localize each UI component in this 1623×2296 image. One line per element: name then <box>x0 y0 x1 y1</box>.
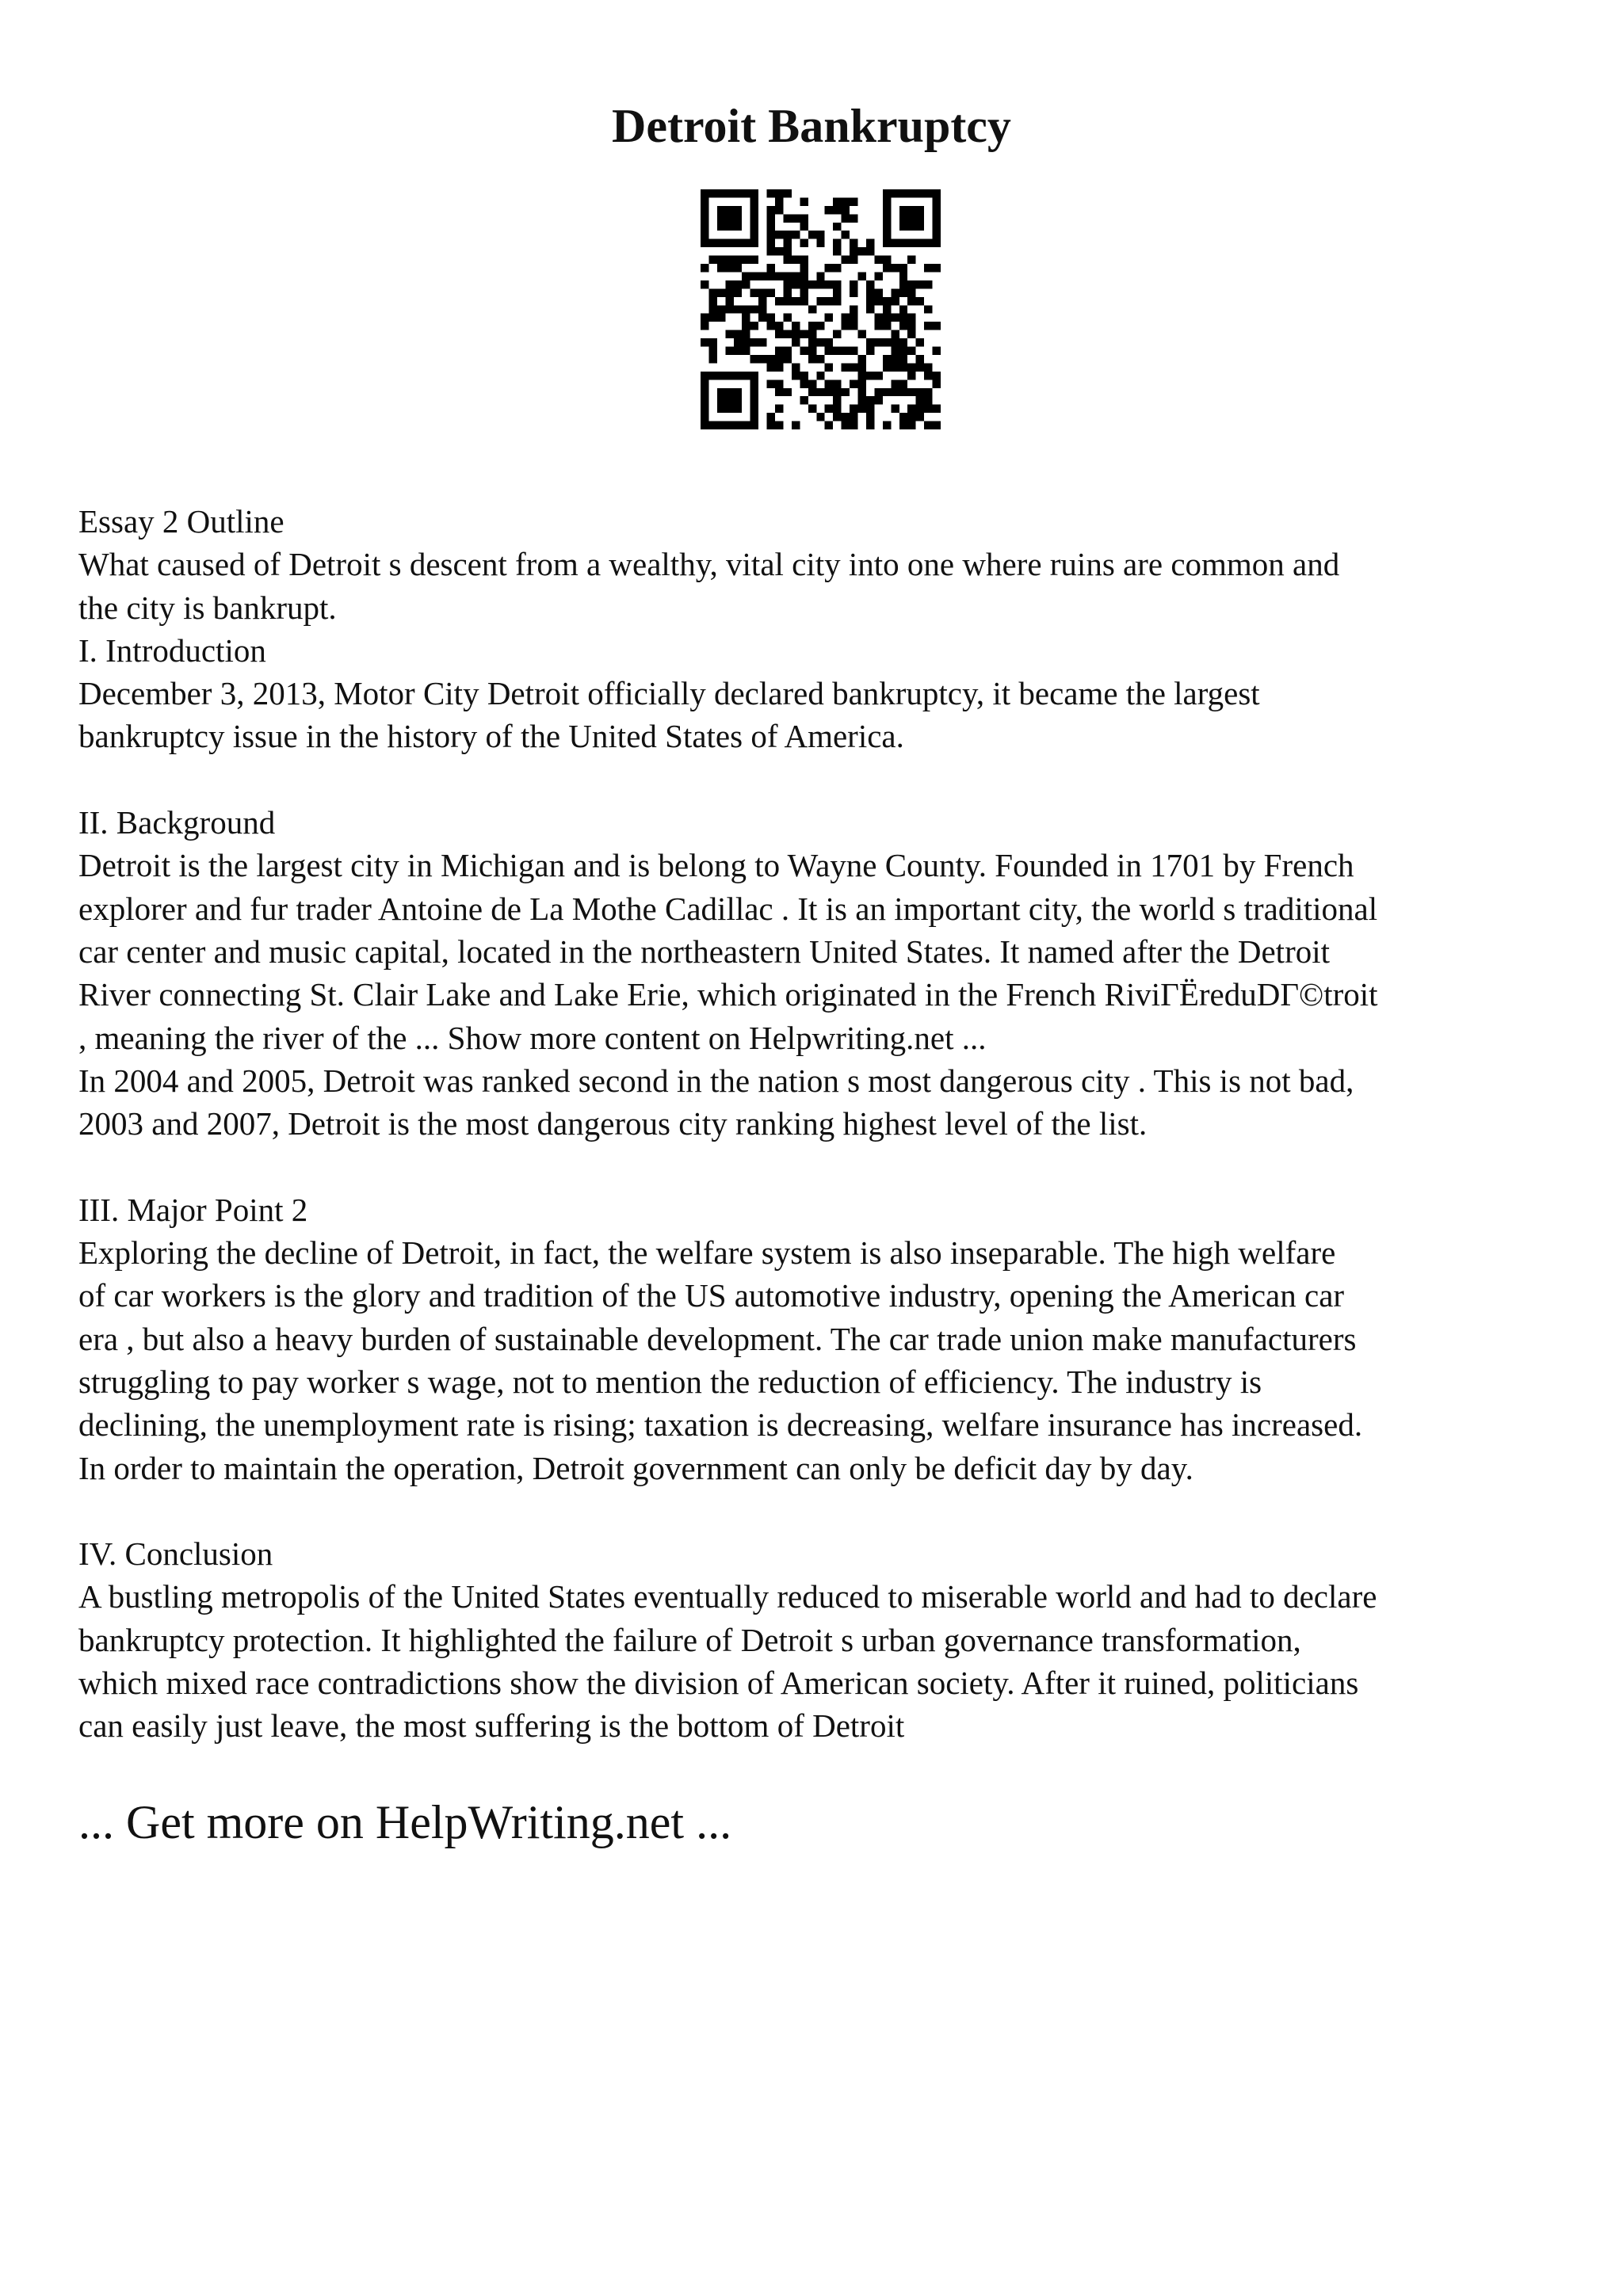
section-heading: III. Major Point 2 <box>78 1191 308 1228</box>
section-line: which mixed race contradictions show the division of American society. After it ruined, politicians <box>78 1665 1359 1702</box>
qr-code-icon <box>701 189 941 429</box>
section-line: era , but also a heavy burden of sustainable development. The car trade union make manufacturers <box>78 1320 1357 1357</box>
section-heading: II. Background <box>78 804 276 841</box>
section-line: In order to maintain the operation, Detroit government can only be deficit day by day. <box>78 1449 1193 1486</box>
section-line: of car workers is the glory and tradition of the US automotive industry, opening the American car <box>78 1277 1345 1314</box>
section-line: can easily just leave, the most suffering is the bottom of Detroit <box>78 1707 905 1745</box>
document-title: Detroit Bankruptcy <box>612 100 1011 152</box>
essay-subtitle: Essay 2 Outline <box>78 503 285 540</box>
essay-question-line: What caused of Detroit s descent from a wealthy, vital city into one where ruins are common and <box>78 546 1340 583</box>
section-conclusion <box>78 1532 1568 1747</box>
section-heading: I. Introduction <box>78 631 266 669</box>
section-introduction <box>78 629 1568 758</box>
section-heading: IV. Conclusion <box>78 1535 273 1573</box>
paragraph-gap <box>78 1145 1568 1188</box>
section-line: In 2004 and 2005, Detroit was ranked second in the nation s most dangerous city . This is not bad, <box>78 1062 1354 1099</box>
section-line: car center and music capital, located in the northeastern United States. It named after the Detroit <box>78 933 1331 970</box>
section-line: bankruptcy protection. It highlighted the failure of Detroit s urban governance transformation, <box>78 1621 1301 1658</box>
paragraph-gap <box>78 1489 1568 1532</box>
section-line: Exploring the decline of Detroit, in fact, the welfare system is also inseparable. The high welfare <box>78 1234 1336 1272</box>
section-line: Detroit is the largest city in Michigan and is belong to Wayne County. Founded in 1701 by French <box>78 847 1354 884</box>
paragraph-gap <box>78 758 1568 801</box>
helpwriting-footer-link[interactable]: ... Get more on HelpWriting.net ... <box>78 1796 732 1848</box>
qr-code-graphic <box>701 189 941 429</box>
section-line: bankruptcy issue in the history of the United States of America. <box>78 718 904 755</box>
section-line: 2003 and 2007, Detroit is the most dangerous city ranking highest level of the list. <box>78 1105 1148 1142</box>
section-line: A bustling metropolis of the United States eventually reduced to miserable world and had to declare <box>78 1578 1377 1615</box>
section-major-point-2 <box>78 1188 1568 1489</box>
section-line: December 3, 2013, Motor City Detroit officially declared bankruptcy, it became the largest <box>78 675 1260 712</box>
section-line: explorer and fur trader Antoine de La Mothe Cadillac . It is an important city, the world s traditional <box>78 890 1378 927</box>
section-line: declining, the unemployment rate is rising; taxation is decreasing, welfare insurance has increased. <box>78 1406 1363 1444</box>
section-line: , meaning the river of the ... Show more content on Helpwriting.net ... <box>78 1019 987 1056</box>
section-line: struggling to pay worker s wage, not to mention the reduction of efficiency. The industry is <box>78 1363 1262 1400</box>
essay-body <box>78 500 1568 1748</box>
section-background <box>78 801 1568 1145</box>
section-line: River connecting St. Clair Lake and Lake Erie, which originated in the French RiviГËreduDГ©troit <box>78 976 1378 1013</box>
essay-question-line: the city is bankrupt. <box>78 589 337 626</box>
